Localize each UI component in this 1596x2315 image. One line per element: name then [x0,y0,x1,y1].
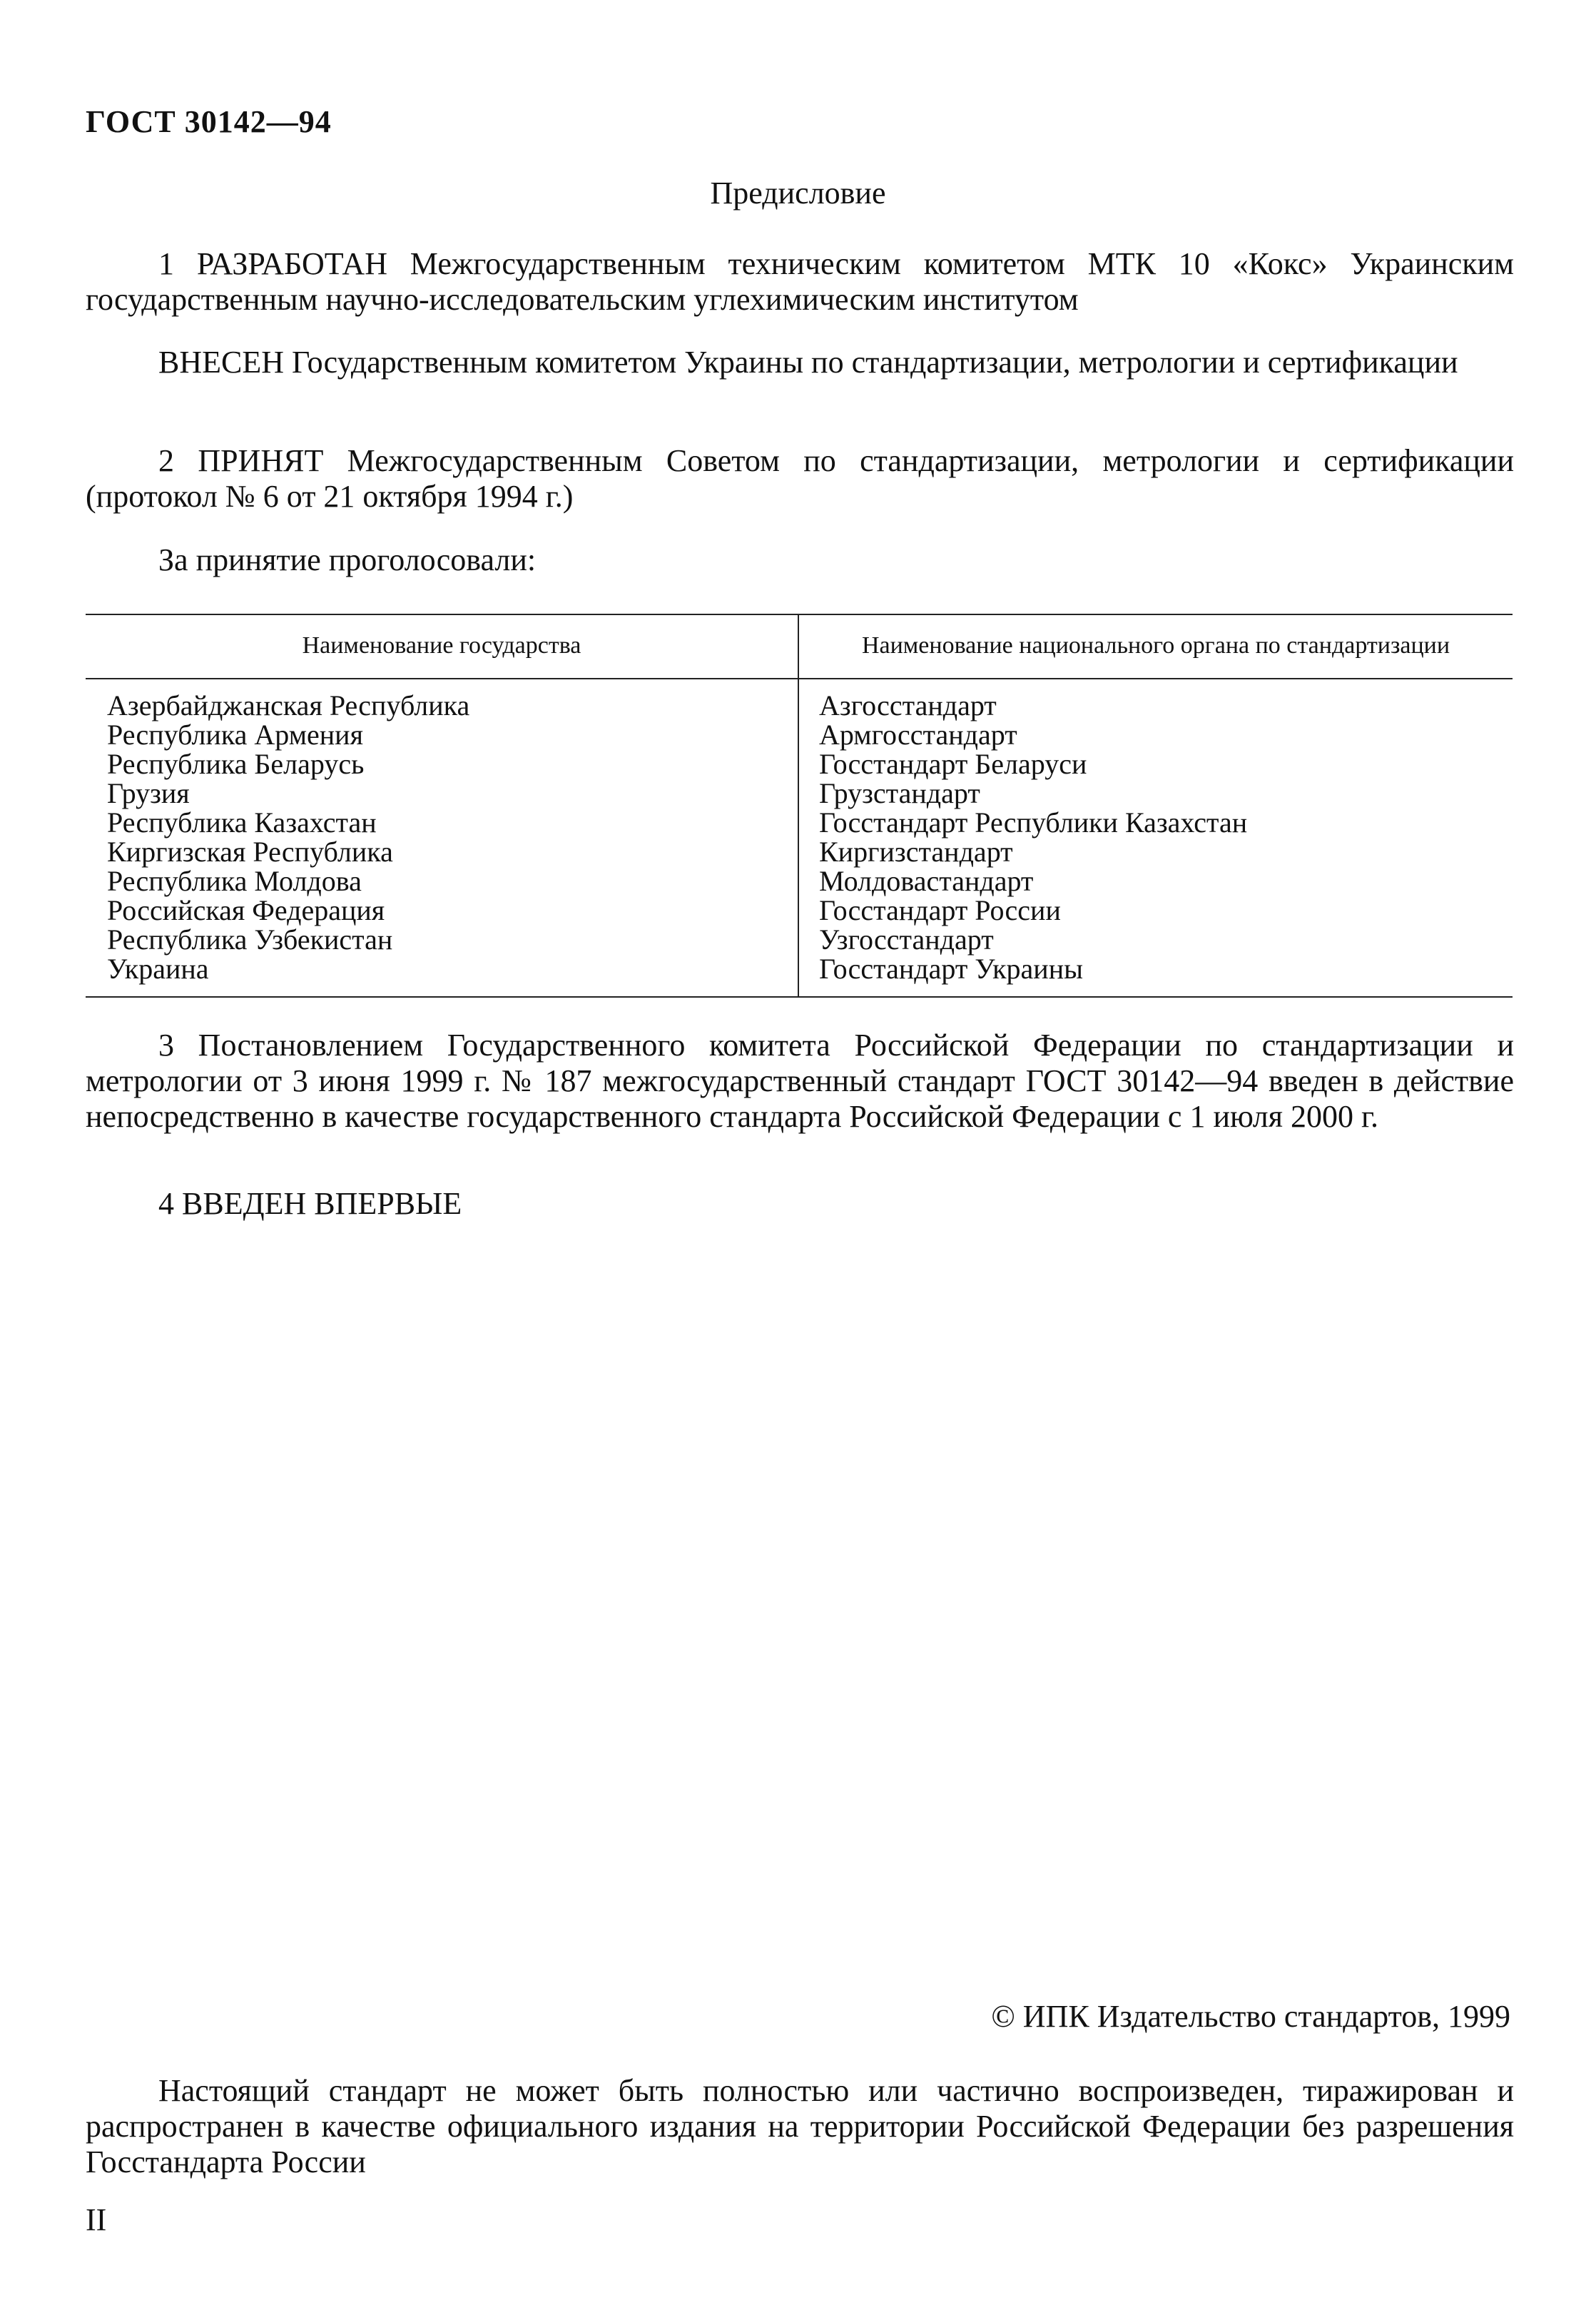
paragraph-adopted: 2 ПРИНЯТ Межгосударственным Советом по стандартизации, метрологии и сертификации (протокол № 6 от 21 октября 1994 г.) [86,443,1514,514]
table-header-state: Наименование государства [302,632,581,659]
table-cell-standards-body: Грузстандарт [819,777,980,809]
table-cell-state: Республика Узбекистан [107,923,393,956]
table-cell-standards-body: Молдовастандарт [819,865,1034,897]
paragraph-introduced: ВНЕСЕН Государственным комитетом Украины по стандартизации, метрологии и сертификации [158,345,1458,380]
preface-heading: Предисловие [710,176,886,211]
table-cell-state: Киргизская Республика [107,836,393,868]
voting-table [86,614,1513,998]
table-cell-standards-body: Киргизстандарт [819,836,1013,868]
table-cell-standards-body: Азгосстандарт [819,689,997,721]
table-column-divider [798,615,799,996]
table-cell-standards-body: Армгосстандарт [819,719,1017,751]
copyright-line: © ИПК Издательство стандартов, 1999 [991,1999,1510,2034]
table-cell-state: Украина [107,953,209,985]
table-cell-state: Республика Казахстан [107,806,377,839]
table-cell-standards-body: Узгосстандарт [819,923,994,956]
table-cell-state: Азербайджанская Республика [107,689,470,721]
table-cell-standards-body: Госстандарт Украины [819,953,1083,985]
table-cell-standards-body: Госстандарт Республики Казахстан [819,806,1248,839]
table-header-standards-body: Наименование национального органа по стандартизации [861,632,1450,659]
table-header-rule [86,678,1513,679]
table-cell-state: Республика Армения [107,719,363,751]
reproduction-notice: Настоящий стандарт не может быть полностью или частично воспроизведен, тиражирован и распространен в качестве официального издания на территории Российской Федерации без разрешения Госстандарта России [86,2073,1514,2179]
paragraph-developed: 1 РАЗРАБОТАН Межгосударственным техническим комитетом МТК 10 «Кокс» Украинским государственным научно-исследовательским углехимическим институтом [86,246,1514,317]
table-cell-state: Республика Молдова [107,865,362,897]
paragraph-resolution: 3 Постановлением Государственного комитета Российской Федерации по стандартизации и метрологии от 3 июня 1999 г. № 187 межгосударственный стандарт ГОСТ 30142—94 введен в действие непосредственно в качестве государственного стандарта Российской Федерации с 1 июля 2000 г. [86,1028,1514,1134]
paragraph-first-introduced: 4 ВВЕДЕН ВПЕРВЫЕ [158,1186,462,1221]
table-cell-state: Республика Беларусь [107,748,365,780]
table-column-standards-bodies [819,691,1504,983]
table-cell-state: Грузия [107,777,190,809]
document-id: ГОСТ 30142—94 [86,104,332,139]
table-cell-standards-body: Госстандарт Беларуси [819,748,1087,780]
table-column-states [107,691,792,983]
vote-intro: За принятие проголосовали: [158,542,537,577]
table-cell-standards-body: Госстандарт России [819,894,1061,926]
page-number: II [86,2202,107,2237]
table-cell-state: Российская Федерация [107,894,385,926]
